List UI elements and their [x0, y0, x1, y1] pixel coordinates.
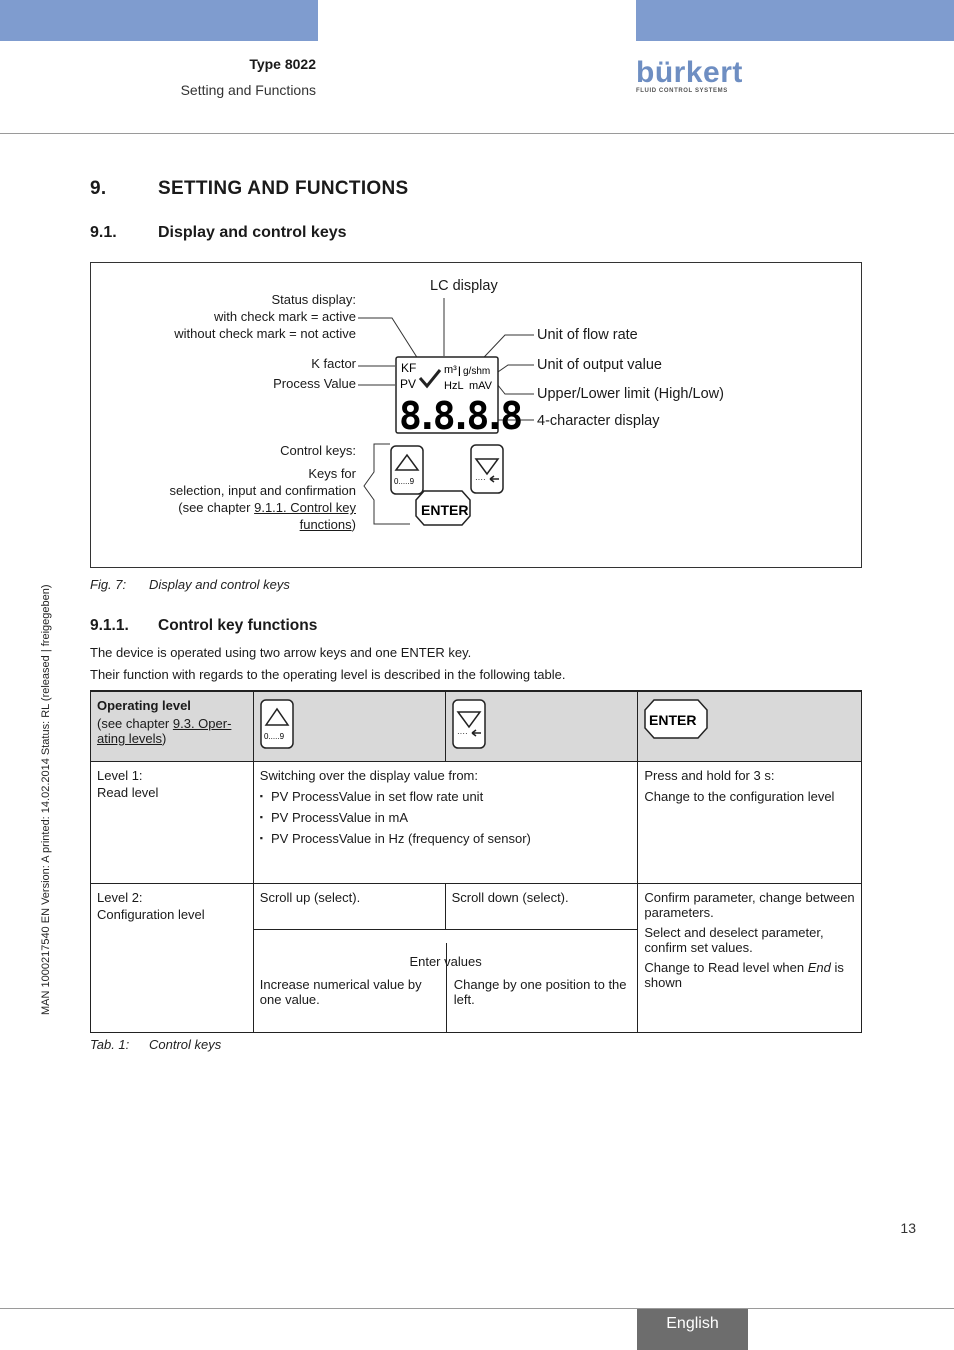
table-header-row	[91, 691, 862, 762]
level-1-arrow-cell: Switching over the display value from: ▪ PV ProcessValue in set flow rate unit ▪ PV ProcessValue in mA ▪ PV ProcessValue in Hz (frequency of sensor)	[253, 762, 638, 884]
svg-text:0.....9: 0.....9	[263, 732, 284, 741]
level-2-enter-cell: Confirm parameter, change between parameters. Select and deselect parameter, confirm set values. Change to Read level when End is shown	[638, 884, 862, 1033]
svg-text:ENTER: ENTER	[421, 502, 469, 518]
subsubsection-title: Control key functions	[158, 617, 318, 634]
table-caption-text: Control keys	[149, 1037, 222, 1052]
level-2-down-cell: Scroll down (select).	[445, 884, 638, 930]
table-row	[91, 762, 862, 884]
k-factor-label: K factor	[311, 356, 356, 371]
svg-text:····: ····	[475, 475, 486, 484]
key-down-icon	[471, 445, 503, 493]
lcd-m3: m³	[444, 364, 457, 376]
lcd-pv: PV	[400, 377, 417, 391]
operating-levels-link[interactable]: 9.3. Oper-	[172, 716, 232, 731]
logo-tagline: FLUID CONTROL SYSTEMS	[636, 88, 728, 94]
process-value-label: Process Value	[273, 376, 356, 391]
svg-text:····: ····	[456, 729, 468, 738]
table-row	[91, 884, 862, 930]
key-up-icon	[260, 698, 296, 752]
subsection-title: Display and control keys	[158, 224, 347, 241]
unit-flow-label: Unit of flow rate	[537, 327, 638, 343]
level-2-down-enter: Change by one position to the left.	[446, 943, 638, 1032]
intro-line-2: Their function with regards to the operating level is described in the following table.	[90, 667, 566, 682]
keys-description: Keys for selection, input and confirmation (see chapter 9.1.1. Control key functions)	[169, 466, 356, 532]
subsubsection-number: 9.1.1.	[90, 617, 129, 634]
intro-line-1: The device is operated using two arrow keys and one ENTER key.	[90, 645, 472, 660]
chapter-link[interactable]: 9.1.1. Control key	[254, 500, 356, 515]
control-keys-label: Control keys:	[280, 443, 356, 458]
lcd-l: l	[458, 364, 461, 379]
unit-output-label: Unit of output value	[537, 357, 662, 373]
lcd-g: g/shm	[463, 366, 491, 377]
key-up-icon	[391, 446, 423, 494]
key-enter-icon	[644, 698, 710, 742]
list-item: ▪ PV ProcessValue in set flow rate unit	[260, 789, 632, 804]
key-enter-icon	[416, 491, 470, 525]
figure-caption-text: Display and control keys	[149, 577, 290, 592]
lcd-digits: 8.8.8.8	[399, 394, 518, 438]
lcd-hzl: HzL	[444, 380, 464, 392]
burkert-logo: bürkert	[636, 56, 743, 89]
figure-caption-number: Fig. 7:	[90, 577, 127, 592]
lc-display-label: LC display	[430, 278, 498, 294]
level-2-cell: Level 2: Configuration level	[91, 884, 254, 1033]
svg-text:0.....9: 0.....9	[394, 477, 415, 486]
limit-label: Upper/Lower limit (High/Low)	[537, 386, 724, 402]
document-subtitle: Setting and Functions	[180, 82, 316, 98]
section-title: SETTING AND FUNCTIONS	[158, 178, 409, 199]
status-display-label: Status display: with check mark = active without check mark = not active	[174, 292, 356, 341]
page-number: 13	[900, 1220, 916, 1236]
figure-diagram	[0, 0, 954, 600]
control-keys-table	[90, 690, 862, 1033]
header-down-key	[445, 691, 638, 762]
subsection-number: 9.1.	[90, 224, 117, 241]
language-tab: English	[637, 1309, 748, 1350]
enter-values-cell	[253, 930, 638, 1033]
section-number: 9.	[90, 178, 107, 199]
chapter-link-cont[interactable]: functions	[299, 517, 352, 532]
lcd-mav: mAV	[469, 380, 493, 392]
lcd-kf: KF	[401, 361, 417, 375]
header-operating-level: Operating level (see chapter 9.3. Oper- ating levels)	[91, 691, 254, 762]
side-print-note: MAN 1000217540 EN Version: A printed: 14.02.2014 Status: RL (released | freigegeben)	[40, 584, 52, 1015]
four-char-label: 4-character display	[537, 413, 660, 429]
table-caption-number: Tab. 1:	[90, 1037, 130, 1052]
list-item: ▪ PV ProcessValue in mA	[260, 810, 632, 825]
header-up-key	[253, 691, 445, 762]
key-down-icon	[452, 698, 488, 752]
level-2-up-enter: Increase numerical value by one value.	[259, 977, 422, 1007]
header-enter-key	[638, 691, 862, 762]
level-2-up-cell: Scroll up (select).	[253, 884, 445, 930]
list-item: ▪ PV ProcessValue in Hz (frequency of sensor)	[260, 831, 632, 846]
enter-values-label: Enter values	[409, 954, 482, 969]
footer-divider	[0, 1308, 954, 1309]
level-1-enter-cell: Press and hold for 3 s: Change to the configuration level	[638, 762, 862, 884]
document-type: Type 8022	[249, 56, 316, 72]
svg-text:ENTER: ENTER	[649, 712, 697, 728]
level-1-cell: Level 1: Read level	[91, 762, 254, 884]
operating-levels-link-cont[interactable]: ating levels	[97, 731, 163, 746]
